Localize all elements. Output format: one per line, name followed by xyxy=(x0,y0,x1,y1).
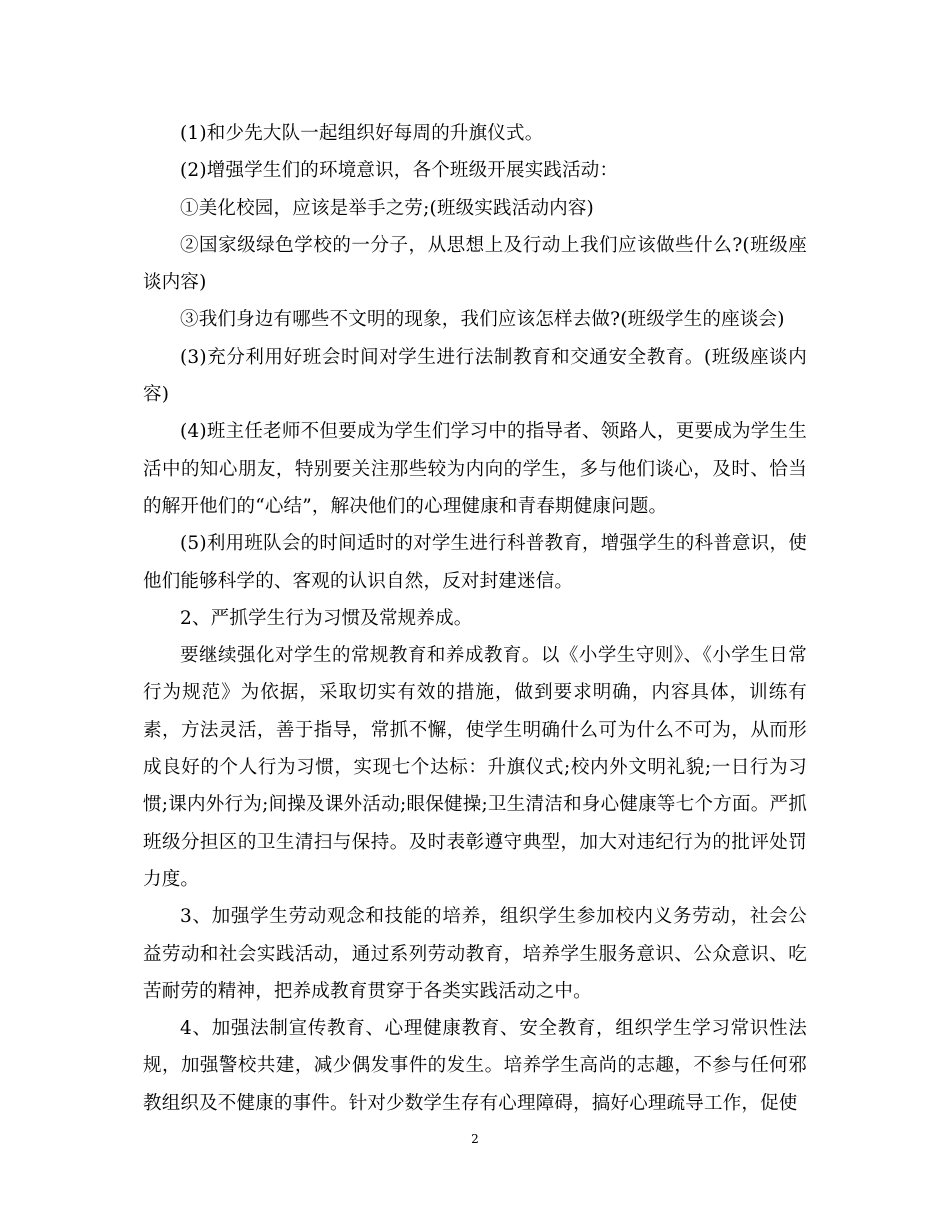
paragraph-11: 3、加强学生劳动观念和技能的培养，组织学生参加校内义务劳动，社会公益劳动和社会实践活动，通过系列劳动教育，培养学生服务意识、公众意识、吃苦耐劳的精神，把养成教育贯穿于各类实践活动之中。 xyxy=(143,906,807,1002)
paragraph-1: (1)和少先大队一起组织好每周的升旗仪式。 xyxy=(180,123,544,144)
paragraph-2: (2)增强学生们的环境意识，各个班级开展实践活动： xyxy=(180,160,619,182)
paragraph-6: (3)充分利用好班会时间对学生进行法制教育和交通安全教育。(班级座谈内容) xyxy=(143,346,807,406)
paragraph-12: 4、加强法制宣传教育、心理健康教育、安全教育，组织学生学习常识性法规，加强警校共建，减少偶发事件的发生。培养学生高尚的志趣，不参与任何邪教组织及不健康的事件。针对少数学生存有心理障碍，搞好心理疏导工作，促使 xyxy=(143,1018,807,1114)
page-number: 2 xyxy=(471,1132,479,1146)
paragraph-5: ③我们身边有哪些不文明的现象，我们应该怎样去做?(班级学生的座谈会) xyxy=(180,309,785,331)
paragraph-7: (4)班主任老师不但要成为学生们学习中的指导者、领路人，更要成为学生生活中的知心朋友，特别要关注那些较为内向的学生，多与他们谈心，及时、恰当的解开他们的“心结”，解决他们的心理健康和青春期健康问题。 xyxy=(143,421,807,517)
paragraph-3: ①美化校园，应该是举手之劳;(班级实践活动内容) xyxy=(180,197,594,219)
paragraph-10: 要继续强化对学生的常规教育和养成教育。以《小学生守则》、《小学生日常行为规范》为依据，采取切实有效的措施，做到要求明确，内容具体，训练有素，方法灵活，善于指导，常抓不懈，使学生明确什么可为什么不可为，从而形成良好的个人行为习惯，实现七个达标：升旗仪式;校内外文明礼貌;一日行为习惯;课内外行为;间操及课外活动;眼保健操;卫生清洁和身心健康等七个方面。严抓班级分担区的卫生清扫与保持。及时表彰遵守典型，加大对违纪行为的批评处罚力度。 xyxy=(143,645,807,890)
paragraph-9: 2、严抓学生行为习惯及常规养成。 xyxy=(180,607,473,629)
document-body xyxy=(143,115,807,1122)
paragraph-4: ②国家级绿色学校的一分子，从思想上及行动上我们应该做些什么?(班级座谈内容) xyxy=(143,234,807,294)
paragraph-8: (5)利用班队会的时间适时的对学生进行科普教育，增强学生的科普意识，使他们能够科学的、客观的认识自然，反对封建迷信。 xyxy=(143,533,807,592)
